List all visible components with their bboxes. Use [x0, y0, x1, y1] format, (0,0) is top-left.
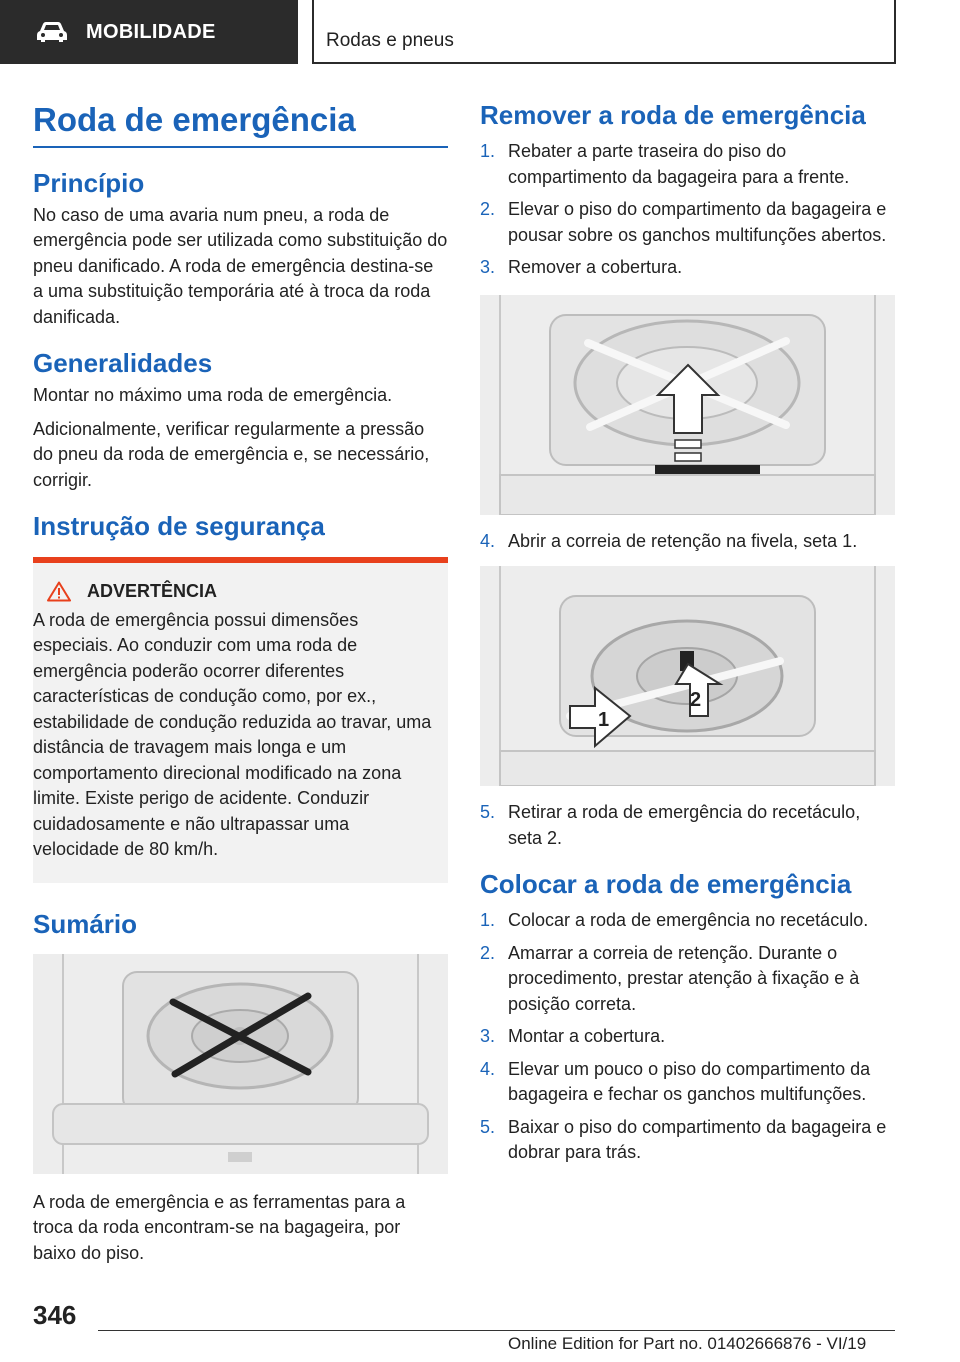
footer-edition: Online Edition for Part no. 01402666876 - VI/19 — [508, 1334, 867, 1353]
warning-triangle-icon — [47, 581, 71, 602]
warning-text: A roda de emergência possui dimensões especiais. Ao conduzir com uma roda de emergência poderão ocorrer diferentes características de condução como, por ex., estabilidade de condução reduzida ao travar, uma distância de travagem mais longa e um comportamento direcional modificado na zona limite. Existe perigo de acidente. Conduzir cuidadosamente e não ultrapassar uma velocidade de 80 km/h. — [33, 609, 432, 860]
car-icon — [36, 21, 68, 43]
heading-principio: Princípio — [33, 167, 145, 198]
section-title: MOBILIDADE — [86, 20, 216, 43]
text-sumario: A roda de emergência e as ferramentas para a troca da roda encontram-se na bagageira, por baixo do piso. — [33, 1191, 406, 1263]
figure-release-strap — [480, 566, 895, 786]
heading-colocar: Colocar a roda de emergência — [480, 869, 852, 900]
footer-rule — [98, 1330, 895, 1331]
left-column — [33, 100, 448, 1266]
chapter-title: Rodas e pneus — [326, 30, 454, 51]
steps-remover — [480, 139, 895, 281]
page-number: 346 — [33, 1300, 77, 1330]
arrow-label-2: 2 — [690, 689, 702, 712]
heading-seguranca: Instrução de segurança — [33, 511, 325, 542]
heading-generalidades: Generalidades — [33, 348, 213, 379]
page-title: Roda de emergência — [33, 101, 356, 138]
list-item: 2. Elevar o piso do compartimento da bagageira e pousar sobre os ganchos multifunções abertos. — [480, 199, 887, 245]
header-section-tab — [0, 0, 298, 64]
right-column — [480, 100, 895, 1173]
arrow-label-1: 1 — [598, 709, 610, 732]
list-item: 4. Elevar um pouco o piso do compartimento da bagageira e fechar os ganchos multifunções. — [480, 1058, 871, 1105]
warning-box — [33, 557, 448, 883]
heading-sumario: Sumário — [33, 908, 138, 939]
figure-trunk-spare-wheel — [33, 954, 448, 1174]
list-item: 1. Rebater a parte traseira do piso do compartimento da bagageira para a frente. — [480, 141, 850, 187]
list-item: 5. Baixar o piso do compartimento da bagageira e dobrar para trás. — [480, 1116, 887, 1163]
text-principio: No caso de uma avaria num pneu, a roda de emergência pode ser utilizada como substituição do pneu danificado. A roda de emergência destina-se a uma substituição temporária até à troca da roda danificada. — [33, 204, 448, 327]
warning-title: ADVERTÊNCIA — [87, 580, 218, 601]
header-chapter-box — [312, 0, 896, 64]
figure-remove-cover — [480, 295, 895, 515]
list-item: 3. Remover a cobertura. — [480, 257, 683, 278]
list-item: 3. Montar a cobertura. — [480, 1026, 666, 1047]
text-generalidades-1: Montar no máximo uma roda de emergência. — [33, 385, 393, 406]
list-item: 5. Retirar a roda de emergência do recetáculo, seta 2. — [480, 802, 861, 848]
list-item: 4. Abrir a correia de retenção na fivela, seta 1. — [480, 530, 858, 551]
list-item: 1. Colocar a roda de emergência no recetáculo. — [480, 910, 869, 931]
heading-remover: Remover a roda de emergência — [480, 100, 866, 130]
steps-remover-5 — [480, 800, 895, 851]
text-generalidades-2: Adicionalmente, verificar regularmente a pressão do pneu da roda de emergência e, se necessário, corrigir. — [33, 418, 430, 490]
steps-colocar — [480, 908, 895, 1166]
title-rule — [33, 146, 448, 148]
list-item: 2. Amarrar a correia de retenção. Durante o procedimento, prestar atenção à fixação e à posição correta. — [480, 942, 860, 1014]
steps-remover-4 — [480, 529, 895, 555]
